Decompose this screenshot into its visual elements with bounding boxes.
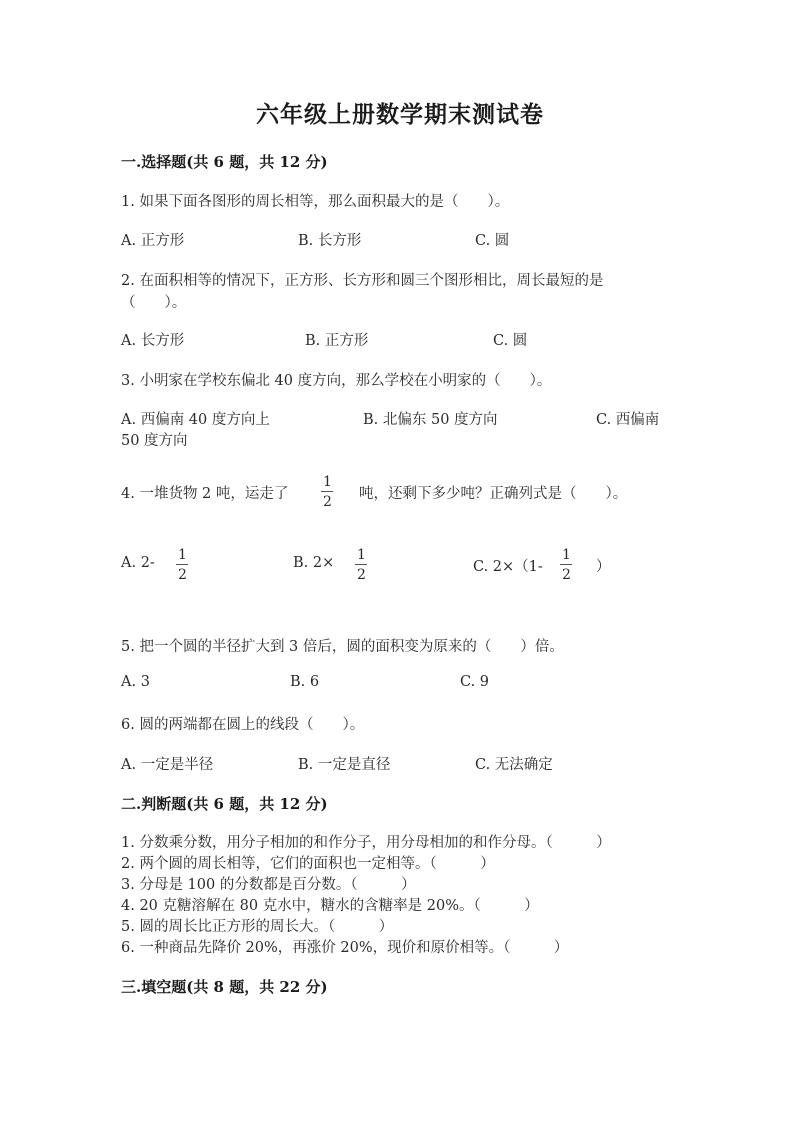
fraction-numerator: 1 [323,474,332,490]
section-heading-fill: 三.填空题(共 8 题，共 22 分) [121,978,328,996]
question-stem-continued: 吨，还剩下多少吨？正确列式是（ ）。 [359,486,628,502]
question-stem: 5. 把一个圆的半径扩大到 3 倍后，圆的面积变为原来的（ ）倍。 [121,639,564,655]
judge-item: 6. 一种商品先降价 20%，再涨价 20%，现价和原价相等。（ ） [121,940,569,956]
page-title: 六年级上册数学期末测试卷 [256,101,544,128]
option-b: B. 北偏东 50 度方向 [363,412,498,428]
option-c: C. 圆 [475,233,510,249]
option-c-continued: 50 度方向 [121,433,188,449]
option-b: B. 长方形 [298,233,362,249]
fraction-denominator: 2 [178,567,187,583]
fraction [176,547,189,583]
judge-item: 4. 20 克糖溶解在 80 克水中，糖水的含糖率是 20%。（ ） [121,898,539,914]
question-stem-continued: （ ）。 [121,295,187,311]
judge-item: 1. 分数乘分数，用分子相加的和作分子，用分母相加的和作分母。（ ） [121,835,611,851]
option-c: C. 西偏南 [596,412,660,428]
option-c: C. 无法确定 [475,757,553,773]
fraction-bar [176,564,188,565]
fraction [355,547,368,583]
fraction-bar [355,564,367,565]
question-stem: 1. 如果下面各图形的周长相等，那么面积最大的是（ ）。 [121,194,510,210]
option-c-tail: ） [596,559,611,575]
option-a: A. 2- [121,555,155,571]
option-a: A. 3 [121,674,150,690]
fraction-numerator: 1 [357,547,366,563]
option-b: B. 正方形 [305,333,369,349]
section-heading-choice: 一.选择题(共 6 题，共 12 分) [121,153,328,171]
option-c: C. 圆 [493,333,528,349]
option-c: C. 2×（1- [473,559,543,575]
question-stem: 3. 小明家在学校东偏北 40 度方向，那么学校在小明家的（ ）。 [121,373,552,389]
judge-item: 5. 圆的周长比正方形的周长大。（ ） [121,919,394,935]
option-b: B. 6 [290,674,320,690]
option-a: A. 一定是半径 [121,757,214,773]
question-stem: 6. 圆的两端都在圆上的线段（ ）。 [121,717,365,733]
fraction-denominator: 2 [562,567,571,583]
fraction-bar [321,491,333,492]
fraction-denominator: 2 [323,494,332,510]
fraction [560,547,573,583]
question-stem: 4. 一堆货物 2 吨，运走了 [121,486,289,502]
option-a: A. 西偏南 40 度方向上 [121,412,270,428]
judge-item: 2. 两个圆的周长相等，它们的面积也一定相等。（ ） [121,856,495,872]
option-c: C. 9 [460,674,490,690]
option-b: B. 一定是直径 [298,757,391,773]
fraction-denominator: 2 [357,567,366,583]
question-stem: 2. 在面积相等的情况下，正方形、长方形和圆三个图形相比，周长最短的是 [121,273,604,289]
option-a: A. 正方形 [121,233,185,249]
judge-item: 3. 分母是 100 的分数都是百分数。（ ） [121,877,416,893]
section-heading-judge: 二.判断题(共 6 题，共 12 分) [121,795,328,813]
fraction-bar [560,564,572,565]
fraction [321,474,334,510]
option-b: B. 2× [293,555,335,571]
fraction-numerator: 1 [562,547,571,563]
option-a: A. 长方形 [121,333,185,349]
fraction-numerator: 1 [178,547,187,563]
